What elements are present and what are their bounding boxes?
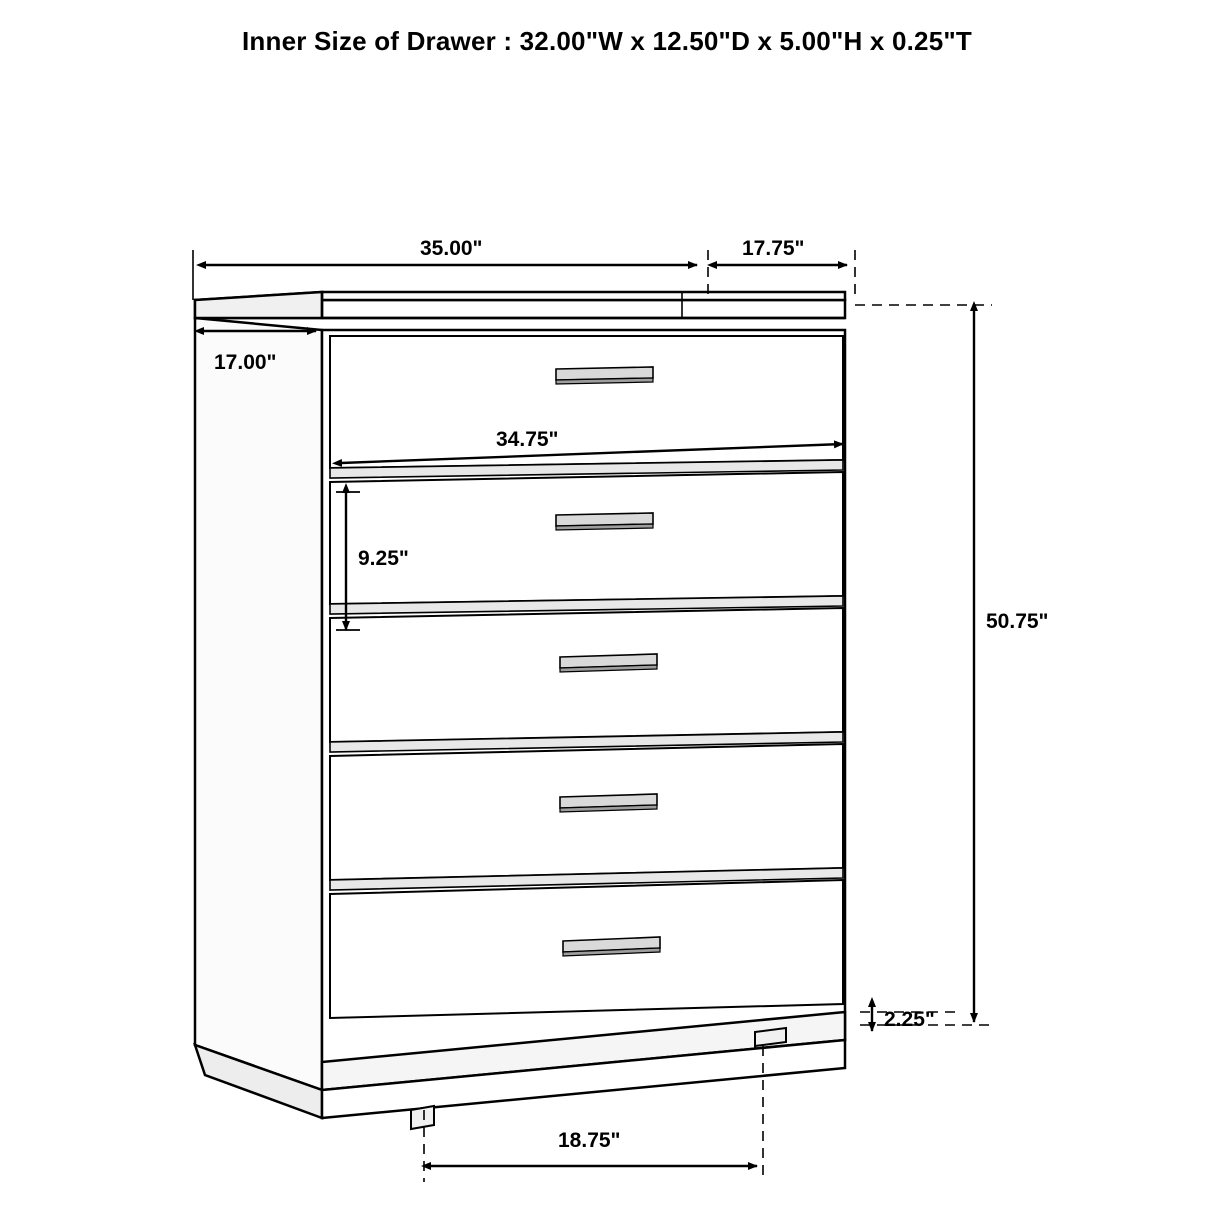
dim-top-depth-right: 17.75" xyxy=(742,237,805,260)
dim-leg-height: 2.25" xyxy=(884,1008,935,1031)
page-title: Inner Size of Drawer : 32.00"W x 12.50"D x 5.00"H x 0.25"T xyxy=(241,26,972,56)
dim-leg-span: 18.75" xyxy=(558,1129,621,1152)
dim-drawer-width: 34.75" xyxy=(496,428,559,451)
chest-body xyxy=(195,292,845,1129)
dim-side-depth: 17.00" xyxy=(214,351,277,374)
dim-drawer-height: 9.25" xyxy=(358,547,409,570)
dim-total-height: 50.75" xyxy=(986,610,1049,633)
dim-top-width: 35.00" xyxy=(420,237,483,260)
